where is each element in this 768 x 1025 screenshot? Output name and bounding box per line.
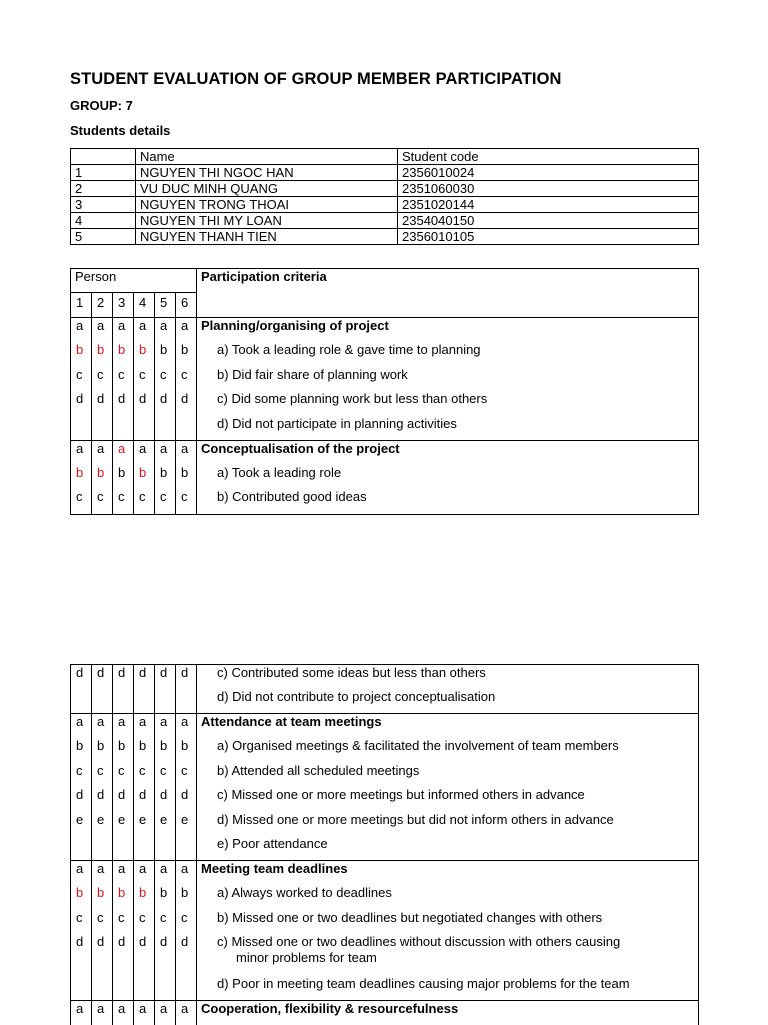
planning-row-a — [71, 318, 699, 343]
rating-option: d — [113, 391, 134, 416]
table-cell: 2351020144 — [398, 197, 699, 213]
rating-option: b — [155, 342, 176, 367]
rating-option: c — [176, 367, 197, 392]
table-header-row — [71, 149, 699, 165]
criterion-item — [197, 738, 699, 763]
rating-option: a — [92, 861, 113, 886]
criterion-item-text: c) Contributed some ideas but less than others — [217, 665, 486, 680]
rating-option: d — [176, 787, 197, 812]
concept-row-c — [71, 489, 699, 514]
rating-option: b — [155, 885, 176, 910]
rating-option: c — [71, 489, 92, 514]
criterion-item-text: a) Took a leading role — [217, 464, 342, 480]
rating-option: a — [176, 318, 197, 343]
rating-option: b — [155, 465, 176, 490]
rating-option: a — [134, 714, 155, 739]
table-row — [71, 197, 699, 213]
attendance-row-e — [71, 812, 699, 837]
rating-option: a — [134, 440, 155, 465]
rating-option: a — [176, 440, 197, 465]
rating-option: a — [92, 318, 113, 343]
criterion-item-text: b) Contributed good ideas — [217, 489, 367, 504]
rating-option: d — [176, 391, 197, 416]
criterion-item-text: b) Did fair share of planning work — [217, 366, 408, 382]
rating-option: c — [155, 489, 176, 514]
deadlines-row-d — [71, 934, 699, 976]
rating-option: b — [92, 738, 113, 763]
rating-option: a — [92, 714, 113, 739]
table-row — [71, 213, 699, 229]
rating-option: c — [71, 763, 92, 788]
rating-option: c — [113, 489, 134, 514]
header-cell — [71, 149, 136, 165]
rating-option: d — [113, 787, 134, 812]
criterion-item-text: d) Did not contribute to project conceptualisation — [217, 689, 496, 704]
table-cell: NGUYEN THI MY LOAN — [136, 213, 398, 229]
criterion-title: Conceptualisation of the project — [197, 440, 699, 465]
criterion-item — [197, 367, 699, 392]
rating-option: b — [176, 738, 197, 763]
criterion-item-text: b) Missed one or two deadlines but negotiated changes with others — [217, 909, 603, 925]
table-cell: VU DUC MINH QUANG — [136, 181, 398, 197]
criterion-item — [197, 812, 699, 837]
person-number: 3 — [113, 293, 134, 318]
rating-option-selected: b — [113, 885, 134, 910]
planning-row-b — [71, 342, 699, 367]
criterion-item — [197, 836, 699, 861]
rating-option: c — [92, 489, 113, 514]
rating-option: a — [176, 1000, 197, 1025]
rating-option: c — [92, 910, 113, 935]
attendance-row-b — [71, 738, 699, 763]
rating-option: d — [176, 665, 197, 690]
rating-option: a — [92, 1000, 113, 1025]
criterion-item-text: a) Organised meetings & facilitated the involvement of team members — [217, 738, 619, 753]
criterion-title: Cooperation, flexibility & resourcefulness — [197, 1000, 699, 1025]
criterion-item — [197, 342, 699, 367]
planning-row-c — [71, 367, 699, 392]
rating-option-selected: b — [92, 465, 113, 490]
planning-row-e — [71, 416, 699, 441]
person-number: 6 — [176, 293, 197, 318]
rating-option: a — [71, 714, 92, 739]
rating-option: c — [71, 910, 92, 935]
header-cell: Name — [136, 149, 398, 165]
students-table — [70, 148, 699, 245]
rating-option: d — [92, 787, 113, 812]
rating-option: c — [113, 763, 134, 788]
criterion-item — [197, 416, 699, 441]
rating-option: c — [176, 910, 197, 935]
person-number: 2 — [92, 293, 113, 318]
rating-option: c — [155, 910, 176, 935]
students-details-heading: Students details — [70, 123, 171, 138]
rating-option: e — [92, 812, 113, 837]
criterion-item — [197, 910, 699, 935]
criterion-item — [197, 885, 699, 910]
person-header: Person — [71, 269, 197, 293]
attendance-row-f — [71, 836, 699, 861]
criterion-item — [197, 465, 699, 490]
rating-option: a — [155, 1000, 176, 1025]
deadlines-row-b — [71, 885, 699, 910]
rating-option: d — [71, 391, 92, 416]
rating-option: a — [71, 440, 92, 465]
rating-option: a — [155, 440, 176, 465]
rating-option: c — [134, 489, 155, 514]
criteria-header: Participation criteria — [197, 269, 699, 318]
table-cell: 3 — [71, 197, 136, 213]
criterion-item — [197, 689, 699, 714]
rating-option: d — [92, 391, 113, 416]
deadlines-row-c — [71, 910, 699, 935]
rating-option-selected: b — [71, 342, 92, 367]
rating-option-selected: b — [71, 465, 92, 490]
rating-option: b — [113, 738, 134, 763]
criterion-item — [197, 934, 699, 976]
rating-option: d — [155, 934, 176, 976]
attendance-row-c — [71, 763, 699, 788]
rating-option: d — [176, 934, 197, 976]
criterion-item-text: d) Missed one or more meetings but did not inform others in advance — [217, 811, 614, 827]
cooperation-row-a — [71, 1000, 699, 1025]
criterion-item-text-continued: minor problems for team — [236, 950, 377, 965]
criterion-item-text: c) Missed one or two deadlines without discussion with others causing — [217, 934, 621, 949]
rating-option: d — [113, 665, 134, 690]
rating-option: a — [92, 440, 113, 465]
criterion-item — [197, 787, 699, 812]
rating-option: a — [134, 861, 155, 886]
rating-option: b — [134, 738, 155, 763]
table-cell: 2354040150 — [398, 213, 699, 229]
table-cell: NGUYEN THANH TIEN — [136, 229, 398, 245]
rating-option: c — [134, 763, 155, 788]
table-row — [71, 229, 699, 245]
page-title: STUDENT EVALUATION OF GROUP MEMBER PARTICIPATION — [70, 70, 562, 88]
rating-option-selected: b — [113, 342, 134, 367]
criterion-item-text: d) Did not participate in planning activities — [217, 415, 457, 431]
table-cell: 2351060030 — [398, 181, 699, 197]
criterion-title: Meeting team deadlines — [197, 861, 699, 886]
rating-option: a — [71, 1000, 92, 1025]
table-cell: 2 — [71, 181, 136, 197]
table-cell: 5 — [71, 229, 136, 245]
table-cell: 4 — [71, 213, 136, 229]
rating-option: a — [134, 1000, 155, 1025]
concept-row-e — [71, 689, 699, 714]
person-number: 4 — [134, 293, 155, 318]
rating-option-selected: b — [134, 885, 155, 910]
group-label: GROUP: 7 — [70, 98, 133, 113]
rating-option: d — [92, 665, 113, 690]
attendance-row-a — [71, 714, 699, 739]
criterion-item — [197, 665, 699, 690]
planning-row-d — [71, 391, 699, 416]
criterion-item-text: c) Missed one or more meetings but informed others in advance — [217, 787, 585, 802]
rating-option: a — [155, 318, 176, 343]
rating-option: d — [71, 934, 92, 976]
rating-option-selected: b — [92, 885, 113, 910]
rating-option-selected: b — [134, 342, 155, 367]
criterion-item — [197, 763, 699, 788]
table-row — [71, 181, 699, 197]
rating-option-selected: b — [92, 342, 113, 367]
criteria-table-part-2 — [70, 664, 699, 1025]
rating-option-selected: b — [134, 465, 155, 490]
rating-option: b — [71, 738, 92, 763]
concept-row-d — [71, 665, 699, 690]
criterion-item — [197, 976, 699, 1000]
criteria-table-part-1 — [70, 268, 699, 515]
rating-option: c — [71, 367, 92, 392]
criterion-item-text: d) Poor in meeting team deadlines causing major problems for the team — [217, 976, 630, 991]
person-number: 1 — [71, 293, 92, 318]
rating-option: b — [155, 738, 176, 763]
rating-option: a — [155, 861, 176, 886]
rating-option: d — [134, 787, 155, 812]
deadlines-row-a — [71, 861, 699, 886]
rating-option: e — [155, 812, 176, 837]
table-cell: 2356010024 — [398, 165, 699, 181]
rating-option: a — [113, 714, 134, 739]
criterion-item-text: c) Did some planning work but less than others — [217, 391, 488, 406]
rating-option: d — [155, 665, 176, 690]
rating-option: c — [155, 367, 176, 392]
deadlines-row-e — [71, 976, 699, 1000]
rating-option: a — [113, 318, 134, 343]
rating-option: d — [155, 787, 176, 812]
criteria-header-row — [71, 269, 699, 293]
concept-row-b — [71, 465, 699, 490]
header-cell: Student code — [398, 149, 699, 165]
rating-option: a — [71, 861, 92, 886]
rating-option: c — [92, 367, 113, 392]
rating-option: d — [71, 787, 92, 812]
rating-option: b — [176, 465, 197, 490]
rating-option: c — [113, 910, 134, 935]
rating-option: b — [176, 885, 197, 910]
rating-option: a — [71, 318, 92, 343]
rating-option: b — [113, 465, 134, 490]
rating-option: a — [113, 1000, 134, 1025]
table-cell: NGUYEN TRONG THOAI — [136, 197, 398, 213]
criterion-title: Planning/organising of project — [197, 318, 699, 343]
table-row — [71, 165, 699, 181]
rating-option: c — [176, 763, 197, 788]
rating-option: a — [155, 714, 176, 739]
rating-option: d — [92, 934, 113, 976]
rating-option: e — [71, 812, 92, 837]
criterion-item-text: e) Poor attendance — [217, 836, 328, 851]
rating-option: a — [113, 861, 134, 886]
rating-option: a — [176, 714, 197, 739]
rating-option: e — [113, 812, 134, 837]
criterion-title: Attendance at team meetings — [197, 714, 699, 739]
rating-option: c — [134, 910, 155, 935]
rating-option: c — [134, 367, 155, 392]
table-cell: NGUYEN THI NGOC HAN — [136, 165, 398, 181]
rating-option: e — [176, 812, 197, 837]
rating-option: e — [134, 812, 155, 837]
rating-option: c — [176, 489, 197, 514]
rating-option: d — [71, 665, 92, 690]
criterion-item-text: a) Took a leading role & gave time to planning — [217, 342, 481, 357]
rating-option: b — [176, 342, 197, 367]
criterion-item-text: a) Always worked to deadlines — [217, 885, 392, 900]
attendance-row-d — [71, 787, 699, 812]
rating-option: d — [134, 391, 155, 416]
rating-option: d — [134, 934, 155, 976]
table-cell: 2356010105 — [398, 229, 699, 245]
concept-row-a — [71, 440, 699, 465]
table-cell: 1 — [71, 165, 136, 181]
rating-option-selected: a — [113, 440, 134, 465]
rating-option: a — [134, 318, 155, 343]
criterion-item — [197, 489, 699, 514]
rating-option-selected: b — [71, 885, 92, 910]
rating-option: a — [176, 861, 197, 886]
criterion-item — [197, 391, 699, 416]
rating-option: c — [155, 763, 176, 788]
rating-option: c — [113, 367, 134, 392]
rating-option: d — [134, 665, 155, 690]
rating-option: d — [113, 934, 134, 976]
rating-option: c — [92, 763, 113, 788]
rating-option: d — [155, 391, 176, 416]
criterion-item-text: b) Attended all scheduled meetings — [217, 762, 420, 778]
person-number: 5 — [155, 293, 176, 318]
